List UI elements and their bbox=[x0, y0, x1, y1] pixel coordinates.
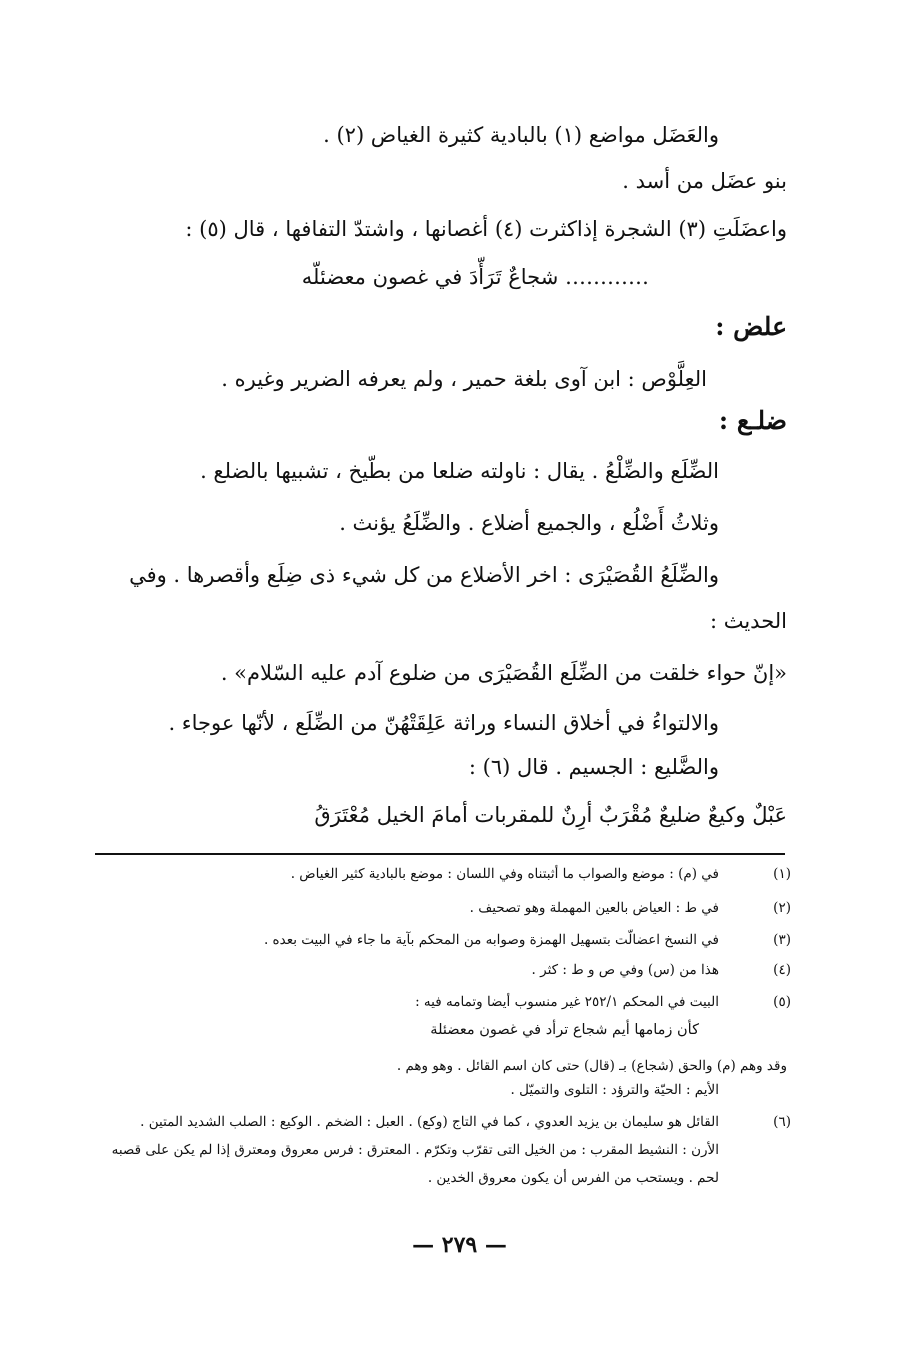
body-line-9: والالتواءُ في أخلاق النساء وراثة عَلِقَتْهُنّ من الضِّلَع ، لأنّها عوجاء . bbox=[168, 711, 719, 735]
body-line-8: الحديث : bbox=[709, 609, 787, 633]
body-line-7: والضِّلَعُ القُصَيْرَى : اخر الأضلاع من كل شيء ذى ضِلَع وأقصرها . وفي bbox=[129, 563, 719, 587]
body-line-1: والعَضَل مواضع (١) بالبادية كثيرة الغياض (٢) . bbox=[323, 123, 719, 147]
footnote-text: في (م) : موضع والصواب ما أثبتناه وفي اللسان : موضع بالبادية كثير الغياض . bbox=[290, 866, 719, 882]
body-line-3: واعضَلَتِ (٣) الشجرة إذاكثرت (٤) أغصانها ، واشتدّ التفافها ، قال (٥) : bbox=[185, 217, 787, 241]
body-line-4: العِلَّوْص : ابن آوى بلغة حمير ، ولم يعرفه الضرير وغيره . bbox=[221, 367, 707, 391]
body-line-2: بنو عضَل من أسد . bbox=[622, 169, 787, 193]
footnote-text: البيت في المحكم ٢٥٢/١ غير منسوب أيضا وتمامه فيه : bbox=[415, 994, 719, 1010]
body-line-5: الضِّلَع والضِّلْعُ . يقال : ناولته ضلعا من بطّيخ ، تشبيها بالضلع . bbox=[200, 459, 719, 483]
footnote-text: القائل هو سليمان بن يزيد العدوي ، كما في التاج (وكع) . العبل : الضخم . الوكيع : الصلب الشديد المتين . bbox=[140, 1114, 719, 1130]
footnote-number: (٣) bbox=[773, 932, 791, 948]
footnote-text: وقد وهم (م) والحق (شجاع) بـ (قال) حتى كان اسم القائل . وهو وهم . bbox=[396, 1058, 787, 1074]
footnote-text: لحم . ويستحب من الفرس أن يكون معروق الخدين . bbox=[427, 1170, 719, 1186]
footnote-verse: كأن زمامها أيم شجاع ترأد في غصون معضئلة bbox=[430, 1022, 699, 1038]
footnote-number: (٥) bbox=[773, 994, 791, 1010]
footnote-text: الأيم : الحيّة والترؤد : التلوى والتميّل . bbox=[510, 1082, 719, 1098]
body-line-6: وثلاثُ أَضْلُع ، والجميع أضلاع . والضِّلَعُ يؤنث . bbox=[339, 511, 719, 535]
footnote-text: في النسخ اعضالّت بتسهيل الهمزة وصوابه من المحكم بآية ما جاء في البيت بعده . bbox=[263, 932, 719, 948]
footnote-number: (١) bbox=[773, 866, 791, 882]
footnote-text: الأرن : النشيط المقرب : من الخيل التى تقرّب وتكرّم . المعترق : فرس معروق ومعترق إذا لم يكن على قصبه bbox=[111, 1142, 719, 1158]
body-line-10: والضَّليع : الجسيم . قال (٦) : bbox=[468, 755, 719, 779]
footnote-text: هذا من (س) وفي ص و ط : كثر . bbox=[531, 962, 719, 978]
footnote-number: (٢) bbox=[773, 900, 791, 916]
page-number: — ٢٧٩ — bbox=[412, 1232, 507, 1258]
entry-heading-alad: علض : bbox=[715, 312, 787, 341]
hadith-quote: «إنّ حواء خلقت من الضِّلَع القُصَيْرَى من ضلوع آدم عليه السّلام» . bbox=[220, 661, 787, 685]
footnote-text: في ط : العياض بالعين المهملة وهو تصحيف . bbox=[469, 900, 719, 916]
verse-line-1: ………… شجاعٌ تَرَأّدَ في غصون معضئلّه bbox=[301, 265, 649, 289]
footnote-number: (٦) bbox=[773, 1114, 791, 1130]
entry-heading-dila: ضلـع : bbox=[718, 406, 787, 435]
verse-line-2: عَبْلٌ وكيعٌ ضليعٌ مُقْرَبٌ أرِنٌ للمقربات أمامَ الخيل مُعْتَرَقُ bbox=[314, 803, 787, 827]
footnote-number: (٤) bbox=[773, 962, 791, 978]
footnote-separator bbox=[95, 853, 785, 855]
